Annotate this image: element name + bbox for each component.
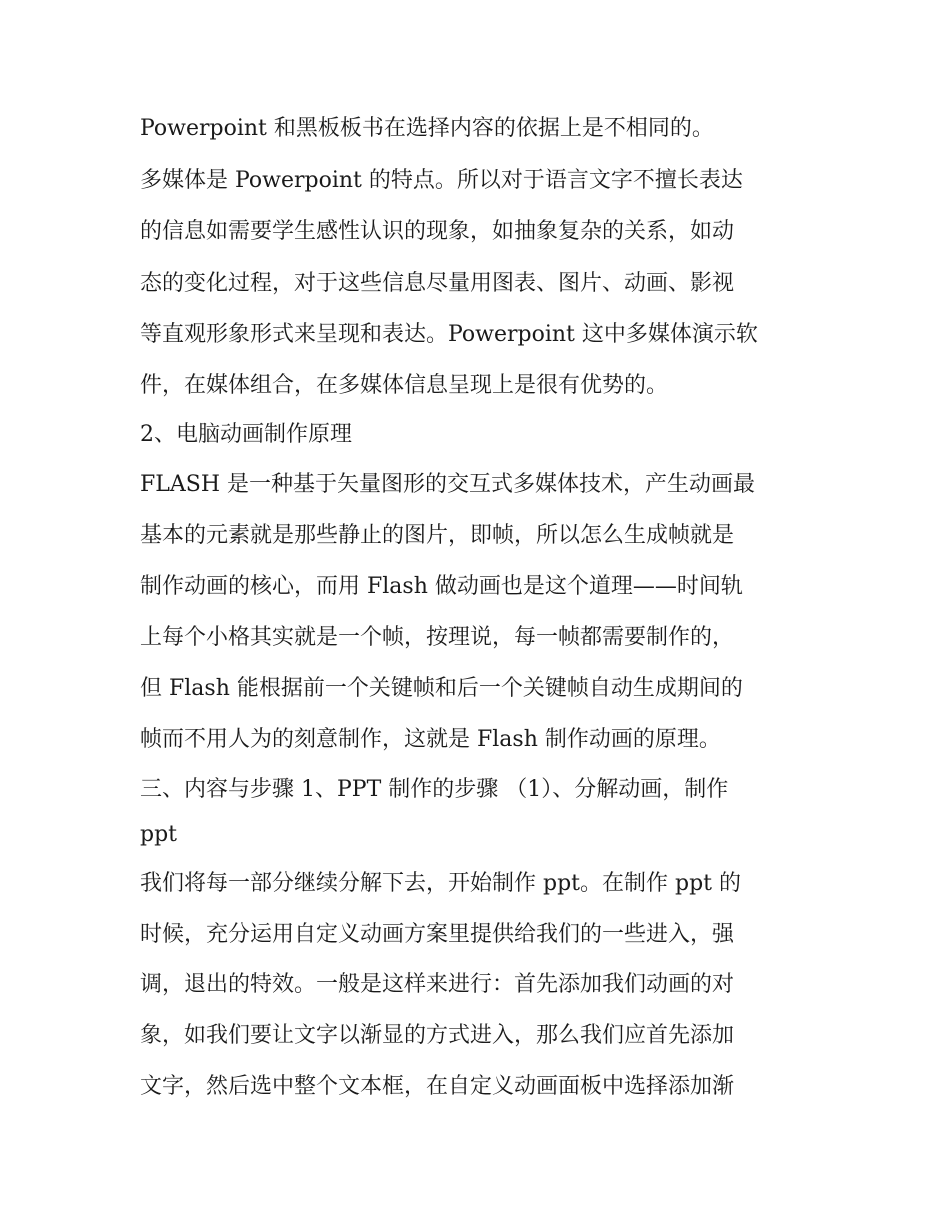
- section-heading: 三、内容与步骤 1、PPT 制作的步骤 （1）、分解动画，制作: [140, 777, 729, 802]
- text-line: 等直观形象形式来呈现和表达。Powerpoint 这中多媒体演示软: [140, 322, 758, 347]
- text-line: 调，退出的特效。一般是这样来进行：首先添加我们动画的对: [140, 972, 735, 997]
- text-line: 文字，然后选中整个文本框，在自定义动画面板中选择添加渐: [140, 1074, 735, 1099]
- text-line: ppt: [140, 822, 178, 847]
- text-line: 基本的元素就是那些静止的图片，即帧，所以怎么生成帧就是: [140, 523, 735, 548]
- text-line: 制作动画的核心，而用 Flash 做动画也是这个道理——时间轨: [140, 574, 743, 599]
- text-line: 上每个小格其实就是一个帧，按理说，每一帧都需要制作的，: [140, 625, 735, 650]
- text-line: 帧而不用人为的刻意制作，这就是 Flash 制作动画的原理。: [140, 727, 721, 752]
- text-line: 的信息如需要学生感性认识的现象，如抽象复杂的关系，如动: [140, 219, 735, 244]
- text-line: 件，在媒体组合，在多媒体信息呈现上是很有优势的。: [140, 373, 669, 398]
- text-line: 态的变化过程，对于这些信息尽量用图表、图片、动画、影视: [140, 271, 735, 296]
- text-line: Powerpoint 和黑板板书在选择内容的依据上是不相同的。: [140, 116, 714, 141]
- text-line: 我们将每一部分继续分解下去，开始制作 ppt。在制作 ppt 的: [140, 871, 741, 896]
- text-line: FLASH 是一种基于矢量图形的交互式多媒体技术，产生动画最: [140, 472, 756, 497]
- text-line: 象，如我们要让文字以渐显的方式进入，那么我们应首先添加: [140, 1023, 735, 1048]
- text-line: 多媒体是 Powerpoint 的特点。所以对于语言文字不擅长表达: [140, 168, 743, 193]
- text-line: 但 Flash 能根据前一个关键帧和后一个关键帧自动生成期间的: [140, 676, 743, 701]
- text-line: 时候，充分运用自定义动画方案里提供给我们的一些进入，强: [140, 922, 735, 947]
- section-heading: 2、电脑动画制作原理: [140, 422, 352, 447]
